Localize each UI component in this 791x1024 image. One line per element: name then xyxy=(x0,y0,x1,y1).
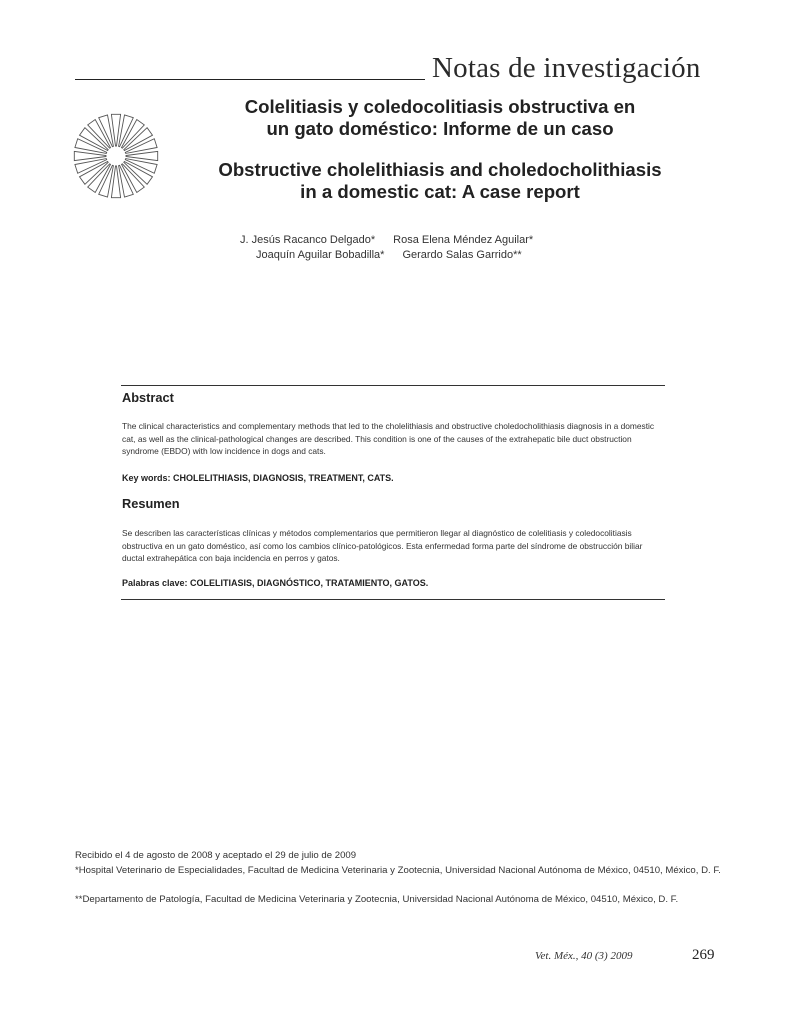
journal-reference: Vet. Méx., 40 (3) 2009 xyxy=(535,950,633,962)
abstract-top-rule xyxy=(121,385,665,386)
title-spanish xyxy=(175,96,705,140)
title-english xyxy=(175,159,705,203)
author-2: Rosa Elena Méndez Aguilar* xyxy=(393,234,534,246)
author-3: Joaquín Aguilar Bobadilla* xyxy=(256,249,385,261)
author-4: Gerardo Salas Garrido** xyxy=(402,249,522,261)
resumen-heading: Resumen xyxy=(122,496,180,511)
resumen-text: Se describen las características clínicas y métodos complementarios que permitieron llegar al diagnóstico de colelitiasis y coledocolitiasis obstructiva en un gato doméstico, así como los cambios clínico-patológicos. Esta enfermedad forma parte del síndrome de obstrucción biliar ductal extrahepática con baja incidencia en perros y gatos. xyxy=(122,528,643,563)
authors-row-2 xyxy=(256,249,522,261)
footnote-affiliation-2: **Departamento de Patología, Facultad de Medicina Veterinaria y Zootecnia, Universidad Nacional Autónoma de México, 04510, México, D. F. xyxy=(75,894,679,905)
title-english-line2: in a domestic cat: A case report xyxy=(300,181,580,202)
title-spanish-line2: un gato doméstico: Informe de un caso xyxy=(266,118,614,139)
abstract-text: The clinical characteristics and complementary methods that led to the cholelithiasis and obstructive choledocholithiasis diagnosis in a domestic cat, as well as the clinical-pathological changes are described. This condition is one of the causes of the extrahepatic bile duct obstruction syndrome (EBDO) with low incidence in dogs and cats. xyxy=(122,421,655,456)
sunburst-logo-icon xyxy=(70,113,162,199)
author-1: J. Jesús Racanco Delgado* xyxy=(240,234,376,246)
section-label: Notas de investigación xyxy=(432,52,701,84)
palabras-clave: Palabras clave: COLELITIASIS, DIAGNÓSTICO, TRATAMIENTO, GATOS. xyxy=(122,578,429,588)
page-number: 269 xyxy=(692,947,715,963)
title-spanish-line1: Colelitiasis y coledocolitiasis obstructiva en xyxy=(244,96,636,117)
abstract-heading: Abstract xyxy=(122,390,174,405)
title-english-line1: Obstructive cholelithiasis and choledocholithiasis xyxy=(218,159,662,180)
footnote-received: Recibido el 4 de agosto de 2008 y aceptado el 29 de julio de 2009 xyxy=(75,850,357,861)
header-rule xyxy=(75,79,425,80)
keywords: Key words: CHOLELITHIASIS, DIAGNOSIS, TREATMENT, CATS. xyxy=(122,473,394,483)
footnote-affiliation-1: *Hospital Veterinario de Especialidades, Facultad de Medicina Veterinaria y Zootecnia, Universidad Nacional Autónoma de México, 04510, México, D. F. xyxy=(75,865,721,876)
authors-row-1 xyxy=(240,234,533,246)
abstract-bottom-rule xyxy=(121,599,665,600)
